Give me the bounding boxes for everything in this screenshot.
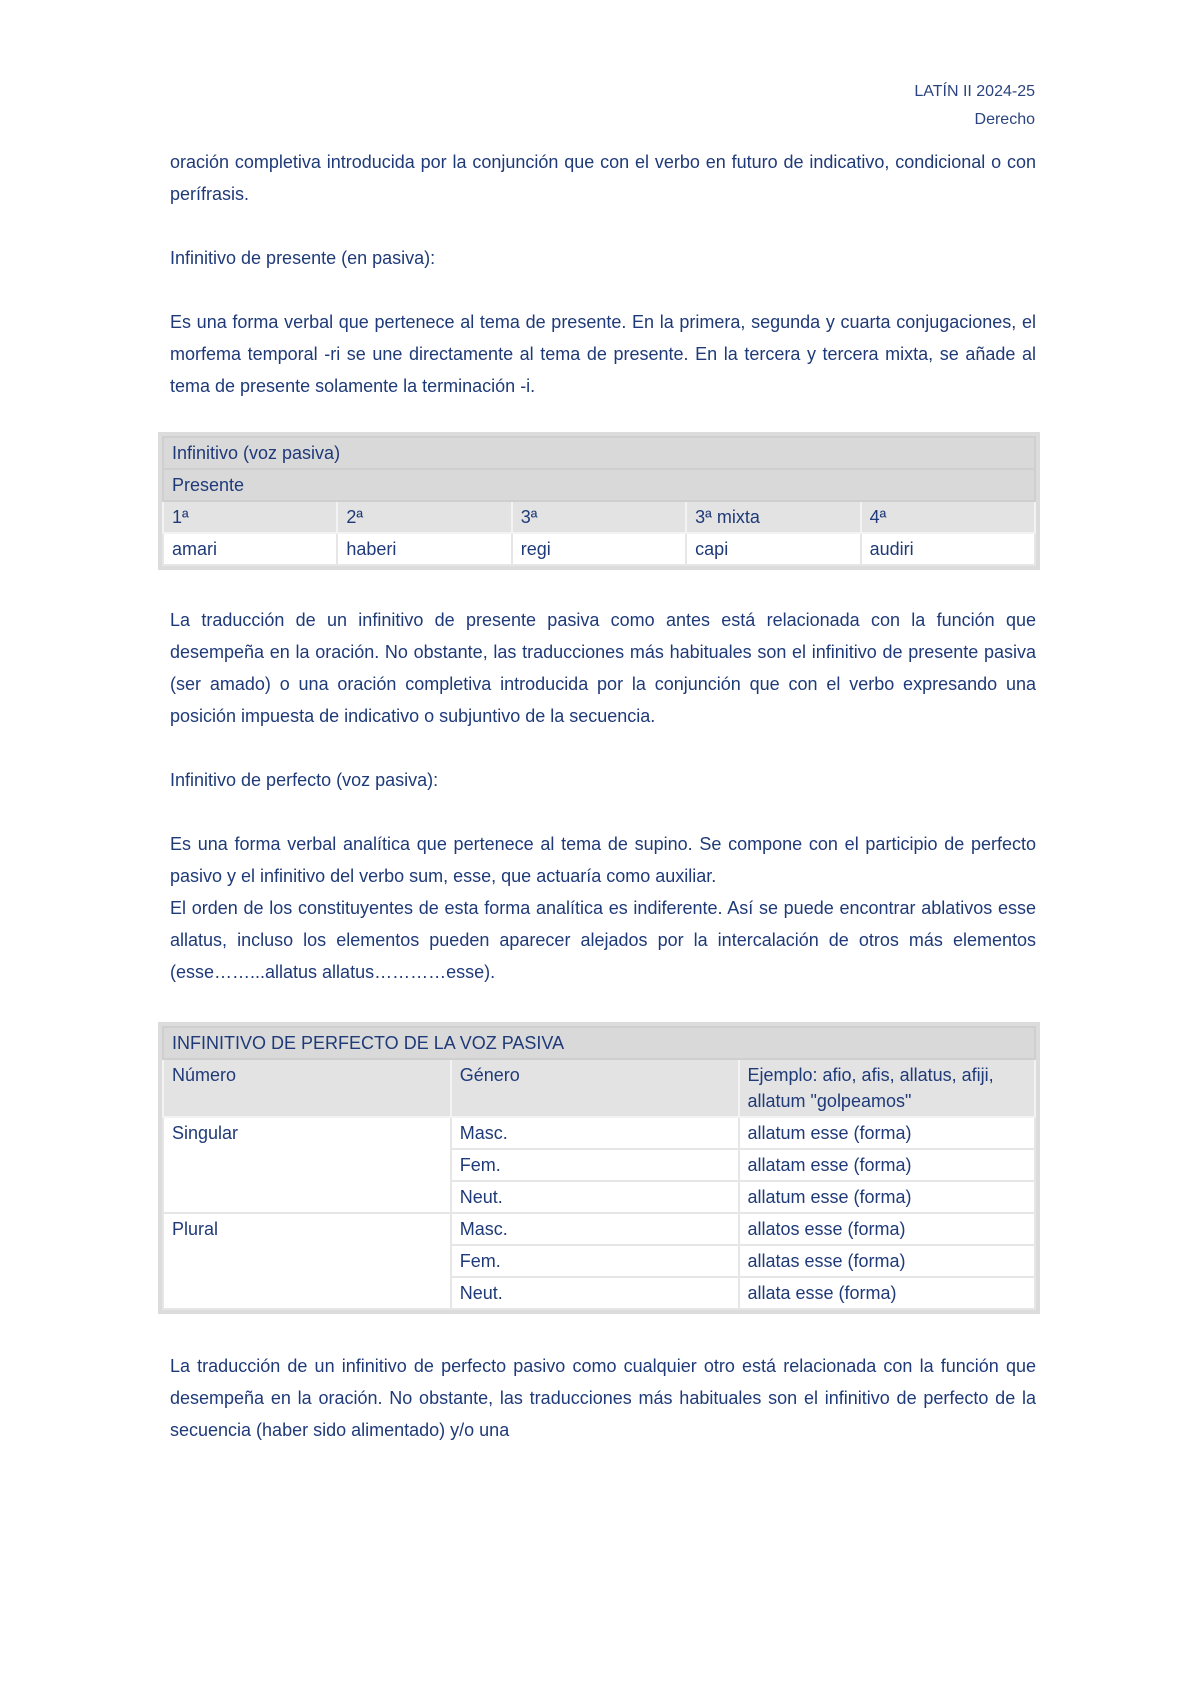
table1-header-cell: 2ª [337,501,511,533]
section-title-present-infinitive: Infinitivo de presente (en pasiva): [170,248,436,268]
page-content [170,146,1036,1446]
table2-gender-cell: Masc. [451,1213,739,1245]
perfect-infinitive-table [162,1026,1036,1310]
perfect-translation-paragraph: La traducción de un infinitivo de perfecto pasivo como cualquier otro está relacionada con la función que desempeña en la oración. No obstante, las traducciones más habituales son el infinitivo de perfecto de la secuencia (haber sido alimentado) y/o una [170,1356,1036,1440]
table2-header-row [163,1059,1035,1117]
table2-example-cell: allatas esse (forma) [739,1245,1036,1277]
table1-header-cell: 3ª [512,501,686,533]
table1-value-cell: haberi [337,533,511,565]
table2-number-cell: Plural [163,1213,451,1309]
table1-value-row [163,533,1035,565]
table2-example-cell: allata esse (forma) [739,1277,1036,1309]
page-header [914,78,1035,134]
present-infinitive-paragraph: Es una forma verbal que pertenece al tema de presente. En la primera, segunda y cuarta conjugaciones, el morfema temporal -ri se une directamente al tema de presente. En la tercera y tercera mixta, se añade al tema de presente solamente la terminación -i. [170,312,1036,396]
present-translation-paragraph: La traducción de un infinitivo de presente pasiva como antes está relacionada con la función que desempeña en la oración. No obstante, las traducciones más habituales son el infinitivo de presente pasiva (ser amado) o una oración completiva introducida por la conjunción que con el verbo expresando una posición impuesta de indicativo o subjuntivo de la secuencia. [170,610,1036,726]
intro-paragraph: oración completiva introducida por la conjunción que con el verbo en futuro de indicativo, condicional o con perífrasis. [170,152,1036,204]
table2-number-cell: Singular [163,1117,451,1213]
table2-gender-cell: Fem. [451,1245,739,1277]
table1-subtitle: Presente [163,469,1035,501]
table1-value-cell: audiri [861,533,1035,565]
table2-example-cell: allatos esse (forma) [739,1213,1036,1245]
section-title-perfect-infinitive: Infinitivo de perfecto (voz pasiva): [170,770,439,790]
table1-header-cell: 1ª [163,501,337,533]
table1-value-cell: regi [512,533,686,565]
table1-header-cell: 3ª mixta [686,501,860,533]
present-infinitive-table [162,436,1036,566]
table2-header-example: Ejemplo: afio, afis, allatus, afiji, allatum "golpeamos" [739,1059,1036,1117]
table1-value-cell: amari [163,533,337,565]
present-infinitive-table-box [158,432,1040,570]
perfect-infinitive-paragraph-2: El orden de los constituyentes de esta forma analítica es indiferente. Así se puede encontrar ablativos esse allatus, incluso los elementos pueden aparecer alejados por la intercalación de otros más elementos (esse……...allatus allatus…………esse). [170,898,1036,982]
table2-header-gender: Género [451,1059,739,1117]
table2-gender-cell: Neut. [451,1181,739,1213]
table2-row [163,1213,1035,1245]
table2-gender-cell: Fem. [451,1149,739,1181]
table2-title: INFINITIVO DE PERFECTO DE LA VOZ PASIVA [163,1027,1035,1059]
table2-row [163,1117,1035,1149]
table2-gender-cell: Masc. [451,1117,739,1149]
perfect-infinitive-paragraph-1: Es una forma verbal analítica que pertenece al tema de supino. Se compone con el participio de perfecto pasivo y el infinitivo del verbo sum, esse, que actuaría como auxiliar. [170,834,1036,886]
header-subject: Derecho [974,111,1035,128]
table1-value-cell: capi [686,533,860,565]
table1-title: Infinitivo (voz pasiva) [163,437,1035,469]
table2-example-cell: allatum esse (forma) [739,1181,1036,1213]
table2-gender-cell: Neut. [451,1277,739,1309]
table2-header-number: Número [163,1059,451,1117]
table2-example-cell: allatam esse (forma) [739,1149,1036,1181]
header-course: LATÍN II 2024-25 [914,83,1035,100]
table2-example-cell: allatum esse (forma) [739,1117,1036,1149]
table1-header-row [163,501,1035,533]
perfect-infinitive-table-box [158,1022,1040,1314]
table1-header-cell: 4ª [861,501,1035,533]
